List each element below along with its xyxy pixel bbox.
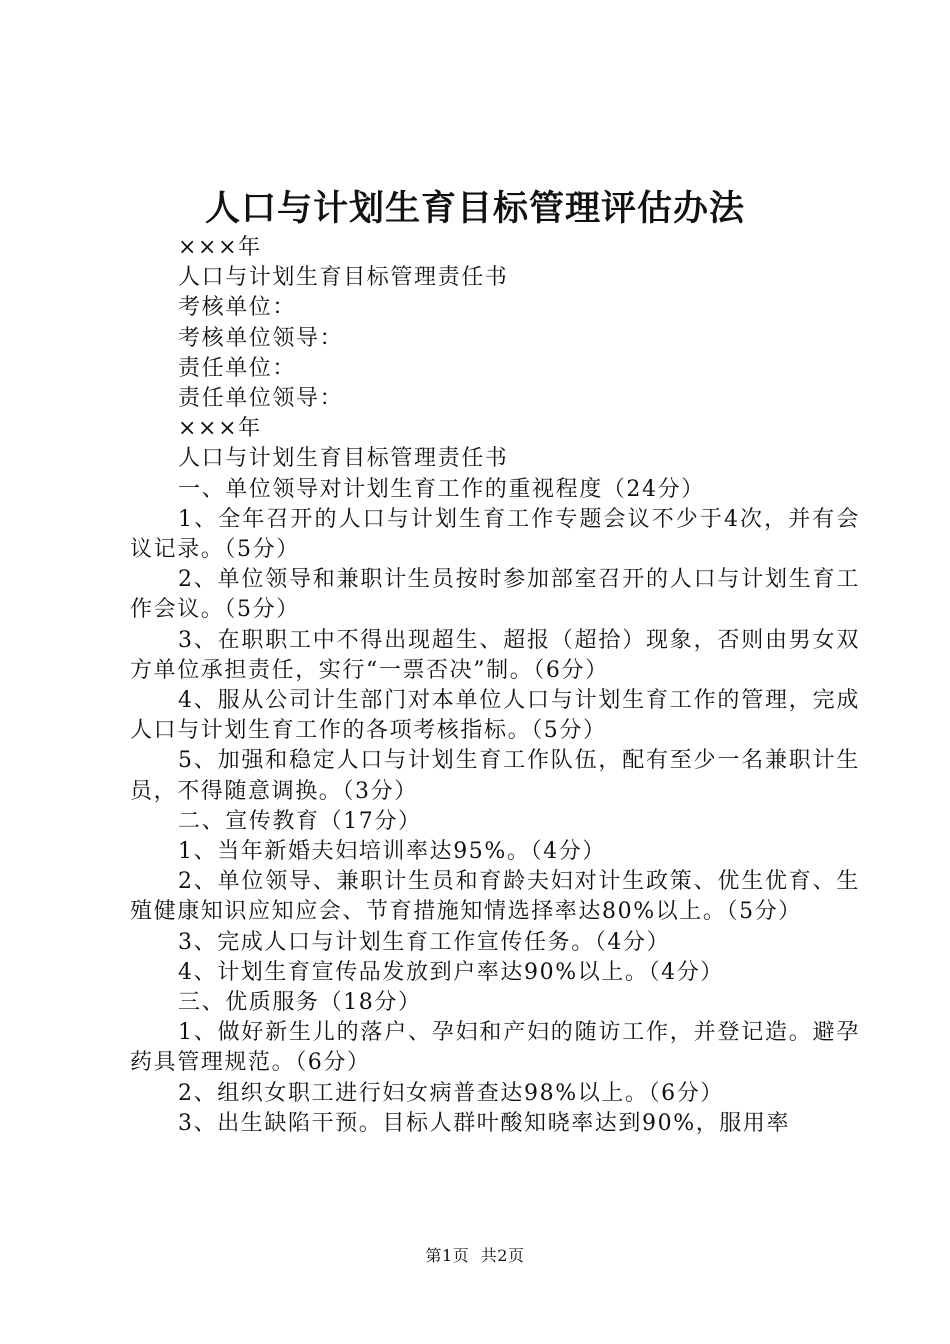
page-total: 共2页 [480, 1246, 525, 1265]
section-heading-education: 二、宣传教育（17分） [178, 808, 422, 834]
section-item: 2、单位领导、兼职计生员和育龄夫妇对计生政策、优生优育、生殖健康知识应知应会、节育措施知情选择率达80%以上。（5分） [130, 869, 860, 925]
section-item: 1、做好新生儿的落户、孕妇和产妇的随访工作，并登记造。避孕药具管理规范。（6分） [130, 1020, 860, 1076]
header-line-responsible-leader: 责任单位领导： [178, 385, 344, 411]
section-item: 1、当年新婚夫妇培训率达95%。（4分） [178, 838, 606, 864]
section-heading-service: 三、优质服务（18分） [178, 989, 422, 1015]
page-number: 第1页 [425, 1246, 470, 1265]
page-title: 人口与计划生育目标管理评估办法 [204, 188, 745, 229]
header-line-assessing-unit: 考核单位： [178, 295, 297, 321]
section-item: 3、在职职工中不得出现超生、超报（超拾）现象，否则由男女双方单位承担责任，实行“一票否决”制。（6分） [130, 627, 860, 683]
header-line-doc-name: 人口与计划生育目标管理责任书 [178, 265, 509, 291]
header-line-responsible-unit: 责任单位： [178, 355, 297, 381]
header-line-doc-name-2: 人口与计划生育目标管理责任书 [178, 446, 509, 472]
section-item: 2、组织女职工进行妇女病普查达98%以上。（6分） [178, 1080, 724, 1106]
section-item: 4、服从公司计生部门对本单位人口与计划生育工作的管理，完成人口与计划生育工作的各项考核指标。（5分） [130, 687, 860, 744]
section-item: 2、单位领导和兼职计生员按时参加部室召开的人口与计划生育工作会议。（5分） [130, 567, 860, 623]
header-line-year-2: ×××年 [178, 416, 262, 442]
section-item: 3、完成人口与计划生育工作宣传任务。（4分） [178, 929, 671, 955]
section-item: 5、加强和稳定人口与计划生育工作队伍，配有至少一名兼职计生员，不得随意调换。（3分） [130, 748, 860, 804]
section-heading-leadership: 一、单位领导对计划生育工作的重视程度（24分） [178, 476, 705, 502]
header-line-year: ×××年 [178, 235, 262, 260]
header-line-assessing-leader: 考核单位领导： [178, 325, 344, 351]
section-item: 3、出生缺陷干预。目标人群叶酸知晓率达到90%，服用率 [178, 1110, 791, 1136]
section-item: 1、全年召开的人口与计划生育工作专题会议不少于4次，并有会议记录。（5分） [130, 506, 860, 562]
section-item: 4、计划生育宣传品发放到户率达90%以上。（4分） [178, 959, 724, 985]
page-footer [0, 1243, 950, 1266]
document-body [130, 233, 860, 1139]
